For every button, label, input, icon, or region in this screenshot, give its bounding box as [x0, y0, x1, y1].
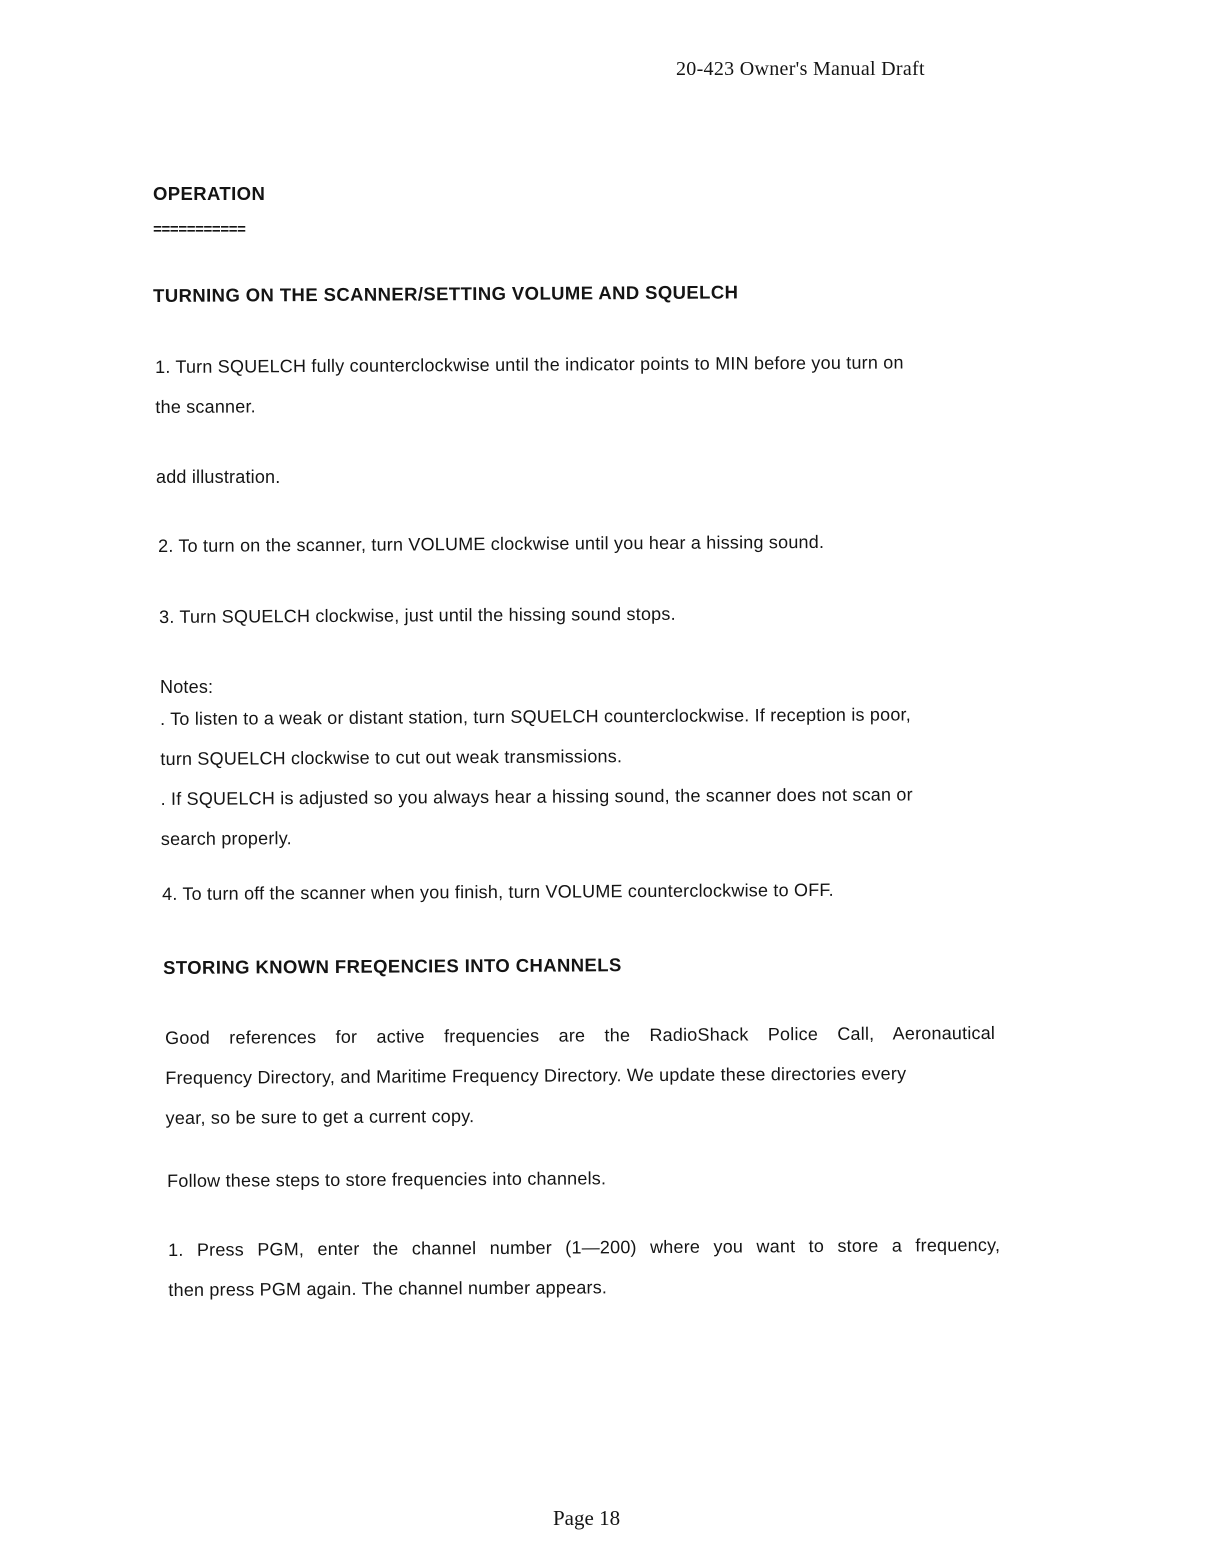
page-header: 20-423 Owner's Manual Draft [676, 58, 925, 80]
note-1-line-1: . To listen to a weak or distant station, turn SQUELCH counterclockwise. If reception is poor, [160, 704, 911, 729]
subsection-title-storing: STORING KNOWN FREQENCIES INTO CHANNELS [163, 954, 622, 978]
references-line-3: year, so be sure to get a current copy. [165, 1106, 475, 1128]
references-paragraph [165, 1013, 996, 1138]
note-2-line-1: . If SQUELCH is adjusted so you always hear a hissing sound, the scanner does not scan or [160, 784, 913, 809]
step-4-text: 4. To turn off the scanner when you finish, turn VOLUME counterclockwise to OFF. [162, 879, 834, 904]
subsection-title-turning-on: TURNING ON THE SCANNER/SETTING VOLUME AND SQUELCH [153, 281, 739, 306]
step-1-line-1: 1. Turn SQUELCH fully counterclockwise until the indicator points to MIN before you turn on [155, 352, 904, 377]
section-title: OPERATION [153, 183, 266, 204]
step-2-text: 2. To turn on the scanner, turn VOLUME clockwise until you hear a hissing sound. [158, 531, 825, 556]
illustration-note: add illustration. [156, 467, 281, 487]
storing-step-1-line-2: then press PGM again. The channel number appears. [168, 1277, 608, 1300]
note-1-line-2: turn SQUELCH clockwise to cut out weak transmissions. [160, 746, 623, 769]
notes-label: Notes: [160, 677, 214, 697]
note-2-line-2: search properly. [160, 828, 292, 849]
follow-steps-text: Follow these steps to store frequencies into channels. [167, 1168, 607, 1191]
notes-list [160, 694, 996, 859]
storing-step-1-paragraph [168, 1225, 1000, 1310]
references-line-2: Frequency Directory, and Maritime Frequency Directory. We update these directories every [165, 1063, 907, 1088]
section-title-underline: =========== [153, 222, 246, 239]
step-3-text: 3. Turn SQUELCH clockwise, just until the hissing sound stops. [159, 603, 676, 627]
step-1-line-2: the scanner. [155, 396, 256, 417]
references-line-1: Good references for active frequencies are the RadioShack Police Call, Aeronautical [165, 1022, 996, 1048]
step-1-paragraph [155, 342, 985, 427]
storing-step-1-line-1: 1. Press PGM, enter the channel number (1—200) where you want to store a frequency, [168, 1234, 1001, 1260]
page-number: Page 18 [553, 1506, 621, 1530]
